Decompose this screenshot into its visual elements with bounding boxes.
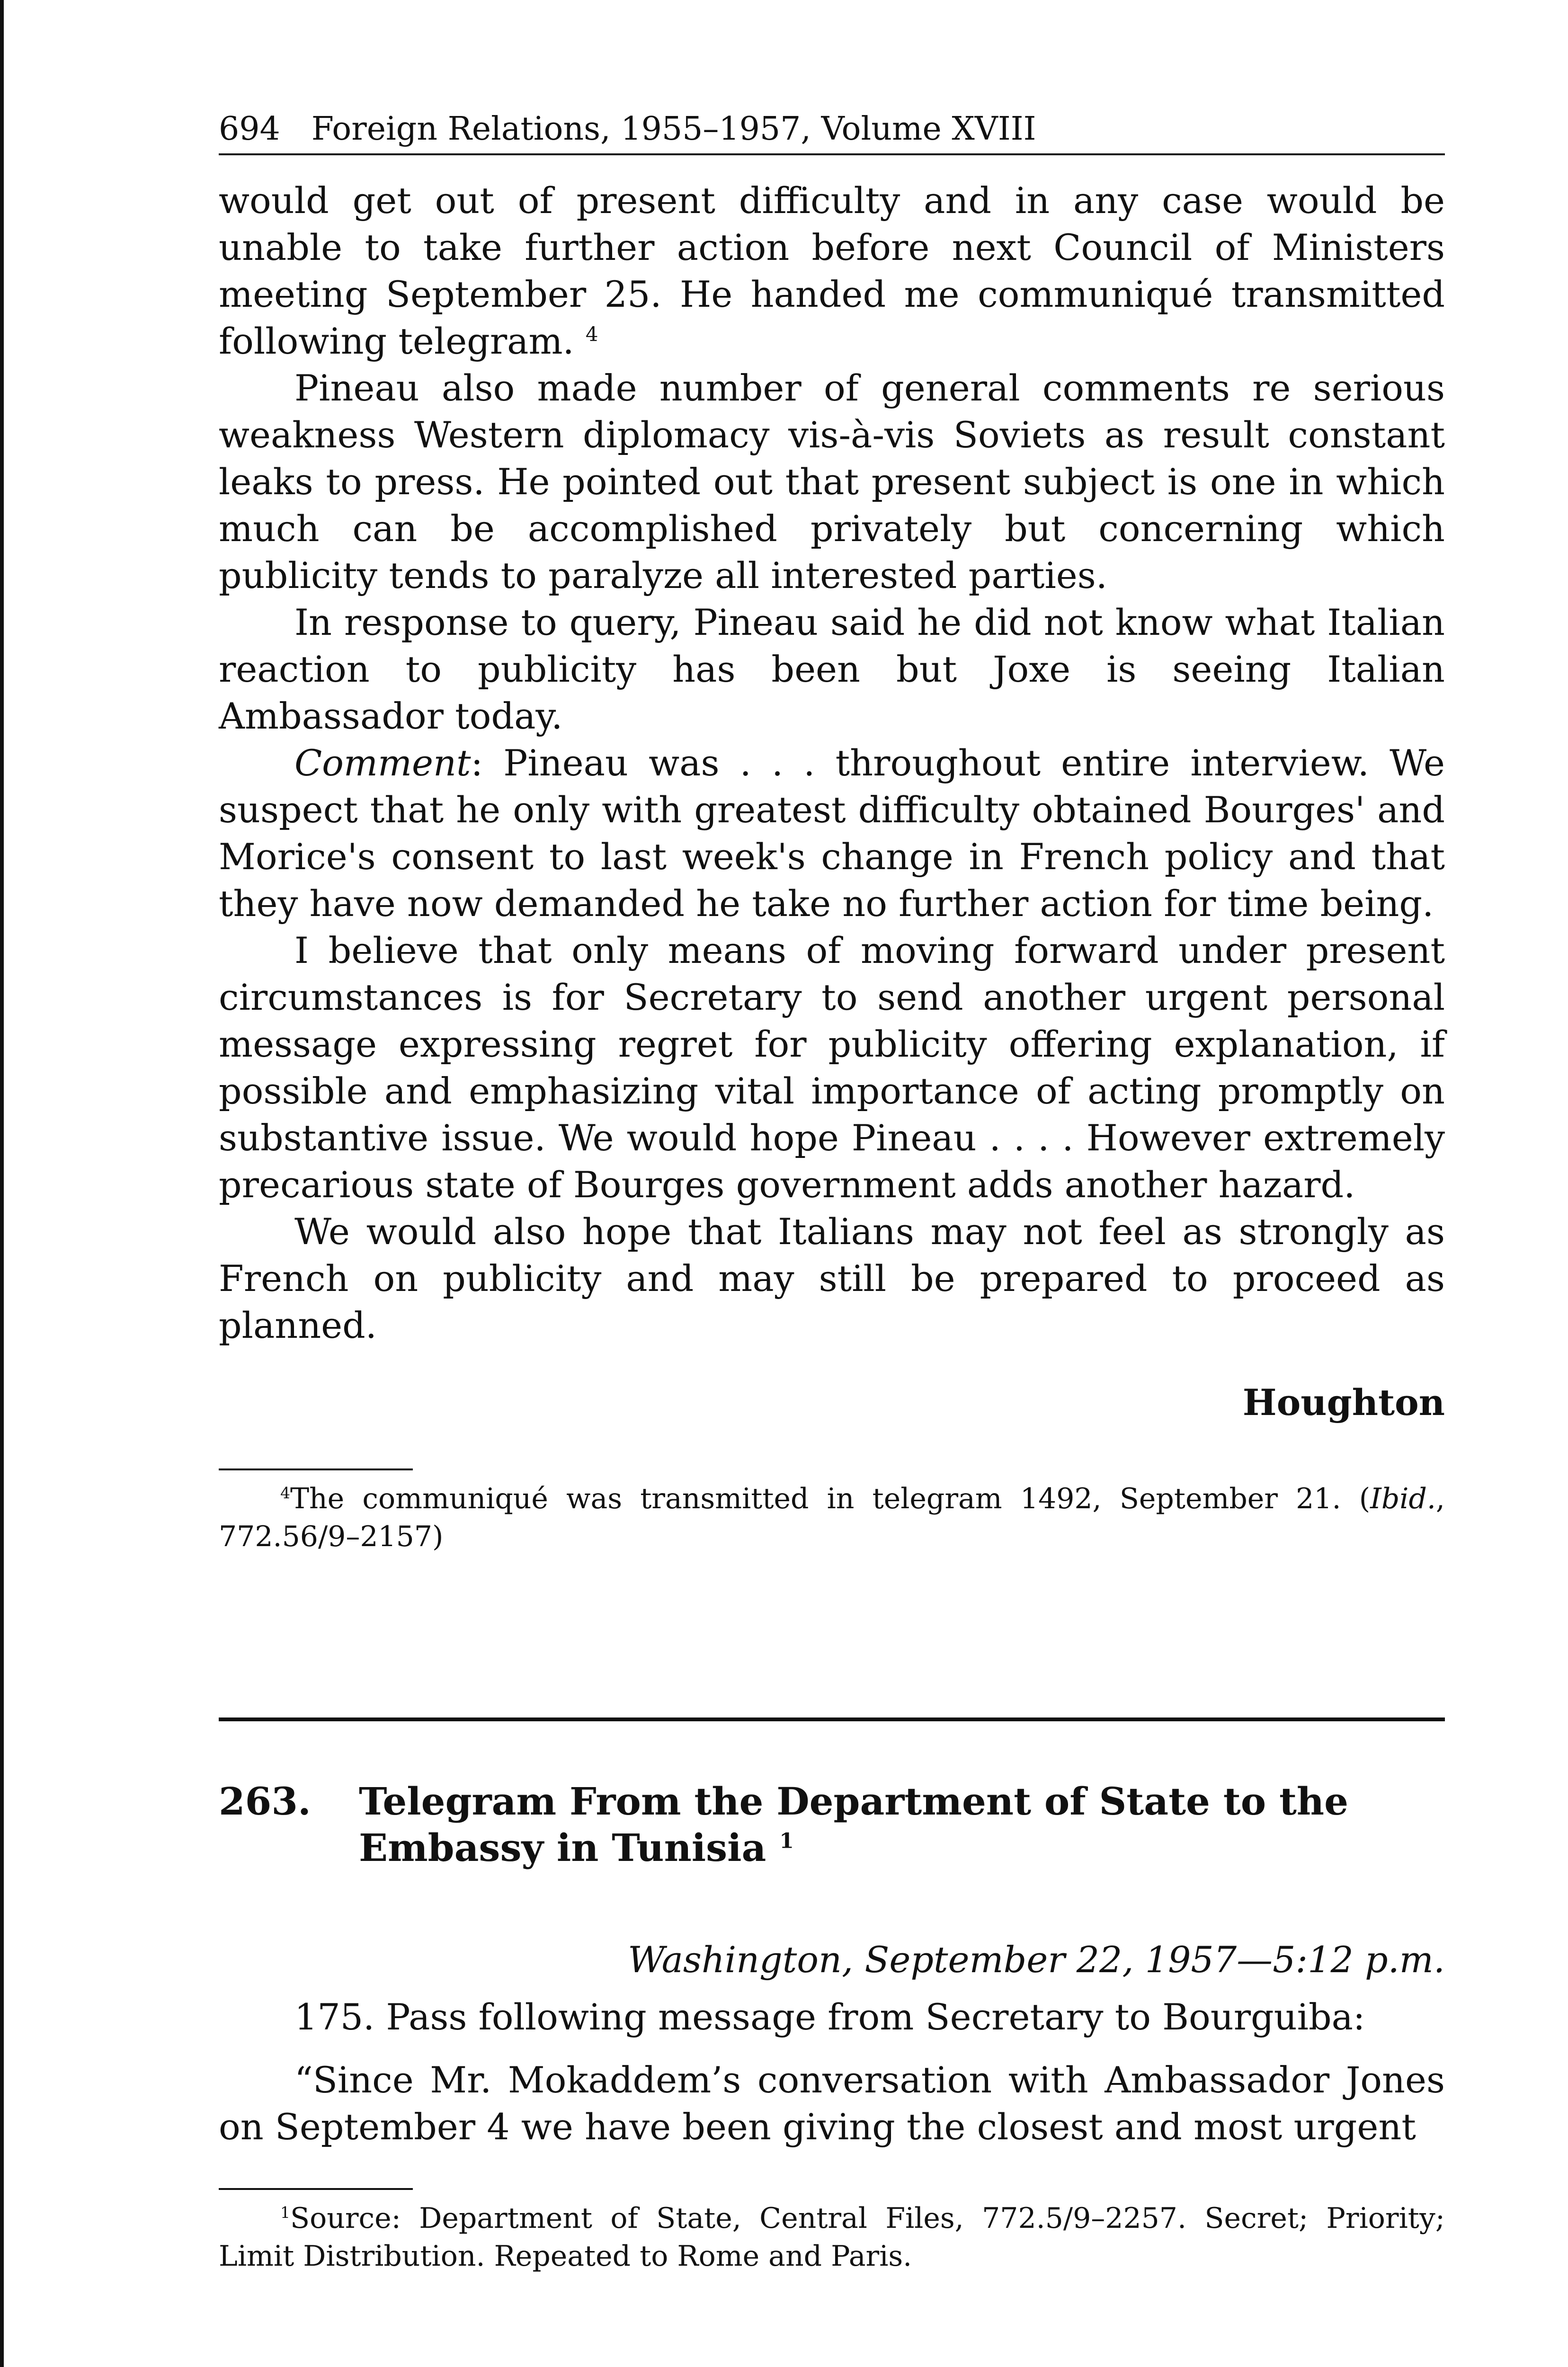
footnote: $^1$Source: Department of State, Central Files, 772.5/9–2257. Secret; Priority; Limit Distribution. Repeated to Rome and Paris. [219,2202,1445,2273]
comment-paragraph: Comment: Pineau was . . . throughout entire interview. We suspect that he only with greatest difficulty obtained Bourges' and Morice's consent to last week's change in French policy and that they have now demanded he take no further action for time being. [219,742,1445,925]
running-header [219,110,1445,155]
document-number: 263. [219,1779,311,1824]
footnote-marker: 4 [280,1484,290,1502]
document-heading [219,1778,1445,1871]
document-title: Telegram From the Department of State to the Embassy in Tunisia $^1$ [359,1779,1348,1870]
body-paragraph: “Since Mr. Mokaddem’s conversation with Ambassador Jones on September 4 we have been giving the closest and most urgent [219,2059,1445,2148]
section-divider [219,1717,1445,1721]
body-paragraph: would get out of present difficulty and in any case would be unable to take further action before next Council of Ministers meeting September 25. He handed me communiqué transmitted following telegram. $^4$ [219,179,1445,362]
footnote-marker: 1 [280,2203,290,2222]
footnote-reference: 1 [779,1829,794,1853]
body-paragraph: In response to query, Pineau said he did not know what Italian reaction to publicity has been but Joxe is seeing Italian Ambassador today. [219,601,1445,737]
comment-label: Comment [294,742,471,784]
page-edge-border [0,0,4,2367]
body-paragraph: We would also hope that Italians may not feel as strongly as French on publicity and may still be prepared to proceed as planned. [219,1210,1445,1346]
footnote-divider [219,2188,413,2190]
dateline: Washington, September 22, 1957—5:12 p.m. [628,1939,1445,1981]
body-paragraph: I believe that only means of moving forward under present circumstances is for Secretary to send another urgent personal message expressing regret for publicity offering explanation, if possible and emphasizing vital importance of acting promptly on substantive issue. We would hope Pineau . . . . However extremely precarious state of Bourges government adds another hazard. [219,929,1445,1206]
footnote: $^4$The communiqué was transmitted in telegram 1492, September 21. (Ibid., 772.56/9–2157) [219,1482,1445,1553]
signature: Houghton [1242,1381,1445,1424]
body-paragraph: 175. Pass following message from Secretary to Bourguiba: [294,1996,1365,2038]
page-number: 694 [219,110,280,148]
footnote-divider [219,1468,413,1470]
book-page [219,110,1445,2275]
body-paragraph: Pineau also made number of general comments re serious weakness Western diplomacy vis-à-vis Soviets as result constant leaks to press. He pointed out that present subject is one in which much can be accomplished privately but concerning which publicity tends to paralyze all interested parties. [219,367,1445,596]
running-title: Foreign Relations, 1955–1957, Volume XVIII [311,110,1036,148]
footnote-reference: 4 [585,322,598,346]
